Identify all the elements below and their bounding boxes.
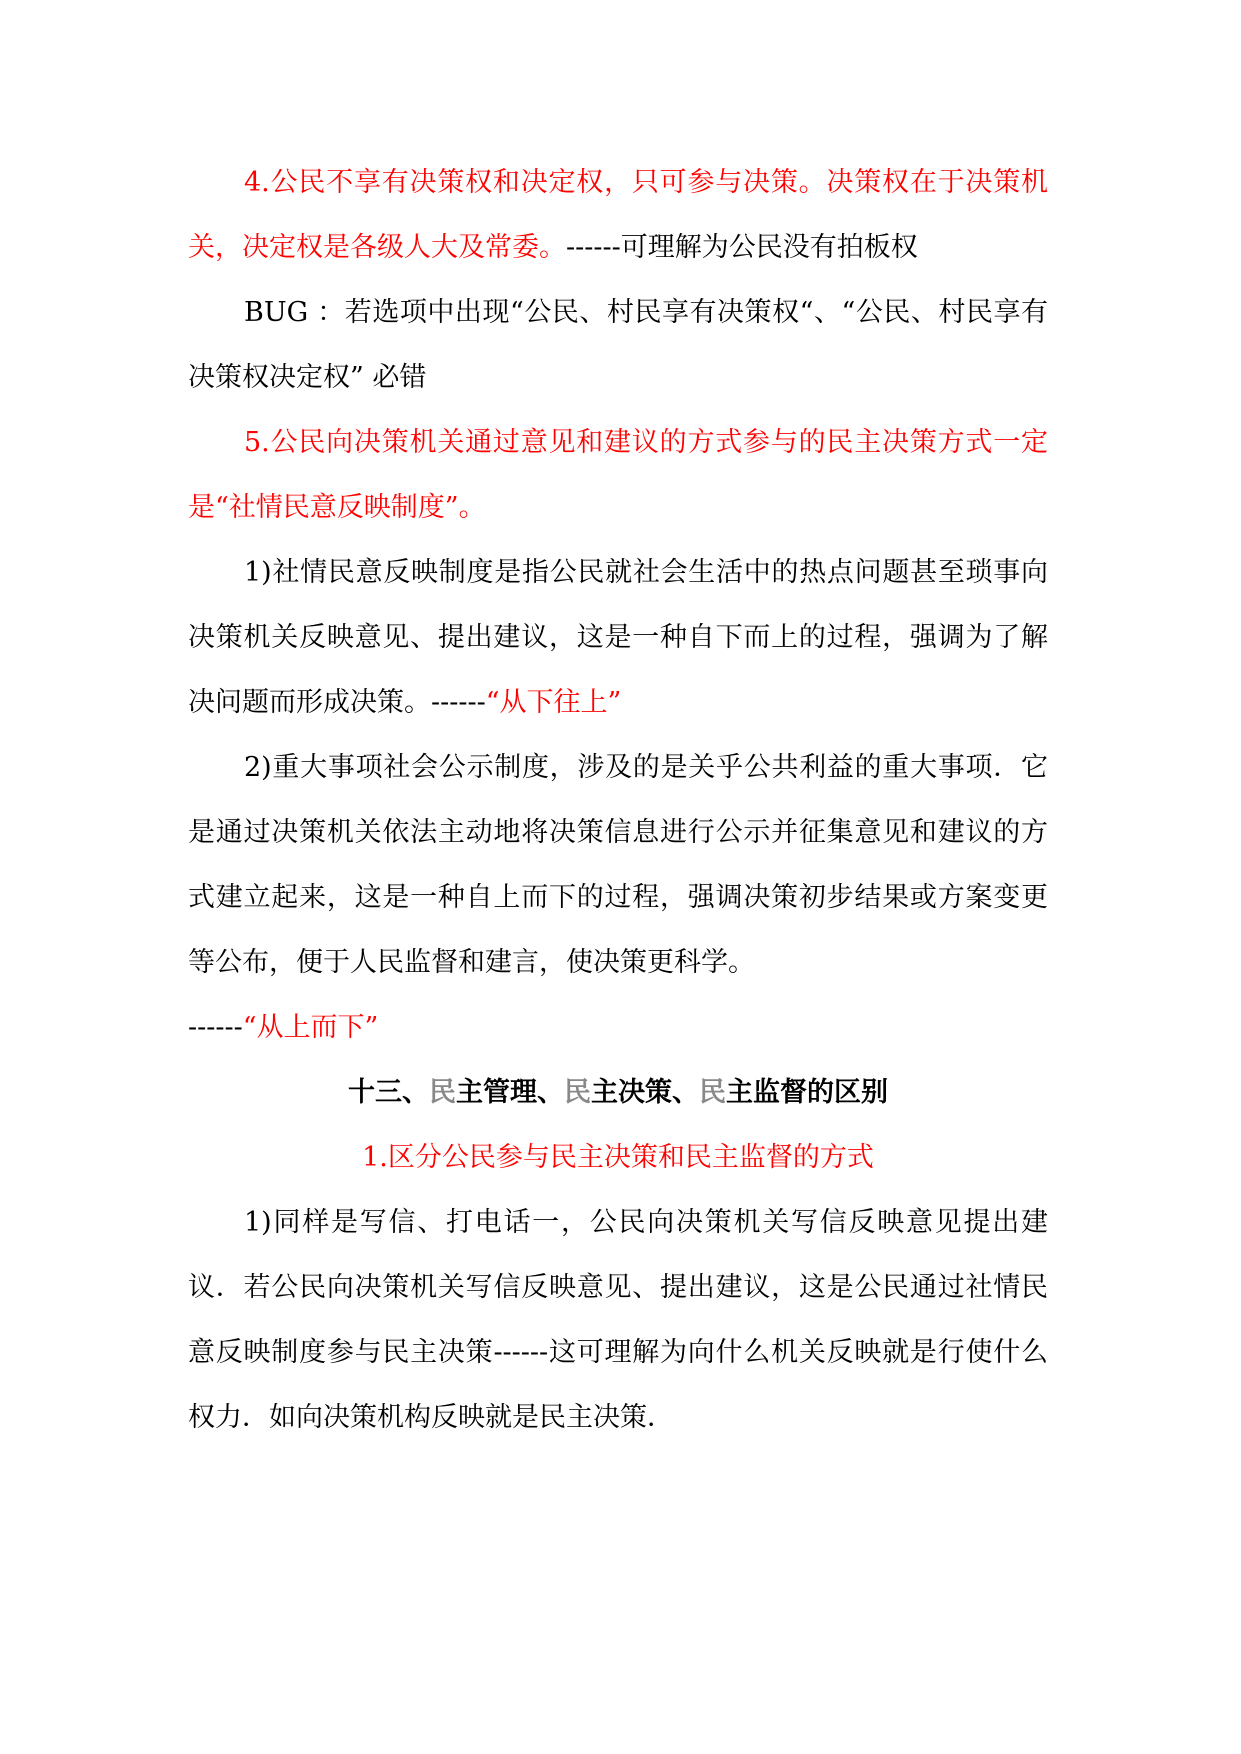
section-heading: 十三、民主管理、民主决策、民主监督的区别 [348, 1077, 888, 1108]
item-2-red-quote: “从上而下” [242, 1012, 379, 1043]
subheading: 1.区分公民参与民主决策和民主监督的方式 [362, 1142, 874, 1173]
paragraph-item-1 [188, 540, 1048, 735]
item-2-dashes: ------ [188, 1012, 243, 1043]
paragraph-point-5: 5.公民向决策机关通过意见和建议的方式参与的民主决策方式一定是“社情民意反映制度”。 [188, 427, 1048, 523]
paragraph-item-3: 1)同样是写信、打电话一，公民向决策机关写信反映意见提出建议．若公民向决策机关写信反映意见、提出建议，这是公民通过社情民意反映制度参与民主决策------这可理解为向什么机关反映就是行使什么权力．如向决策机构反映就是民主决策． [188, 1207, 1048, 1433]
item-2-text: 2)重大事项社会公示制度，涉及的是关乎公共利益的重大事项．它是通过决策机关依法主动地将决策信息进行公示并征集意见和建议的方式建立起来，这是一种自上而下的过程，强调决策初步结果或方案变更等公布，便于人民监督和建言，使决策更科学。 [188, 752, 1048, 978]
paragraph-point-4 [188, 150, 1048, 280]
item-1-text: 1)社情民意反映制度是指公民就社会生活中的热点问题甚至琐事向决策机关反映意见、提出建议，这是一种自下而上的过程，强调为了解决问题而形成决策。------ [188, 557, 1048, 718]
point-4-red-text: 4.公民不享有决策权和决定权，只可参与决策。决策权在于决策机关，决定权是各级人大及常委。 [188, 167, 1048, 263]
paragraph-bug-note: BUG ：若选项中出现“公民、村民享有决策权“、“公民、村民享有决策权决定权” 必错 [188, 297, 1048, 393]
document-body [188, 150, 1048, 1450]
item-1-red-quote: “从下往上” [485, 687, 622, 718]
point-4-note: ------可理解为公民没有拍板权 [566, 232, 918, 263]
paragraph-item-2 [188, 735, 1048, 1060]
